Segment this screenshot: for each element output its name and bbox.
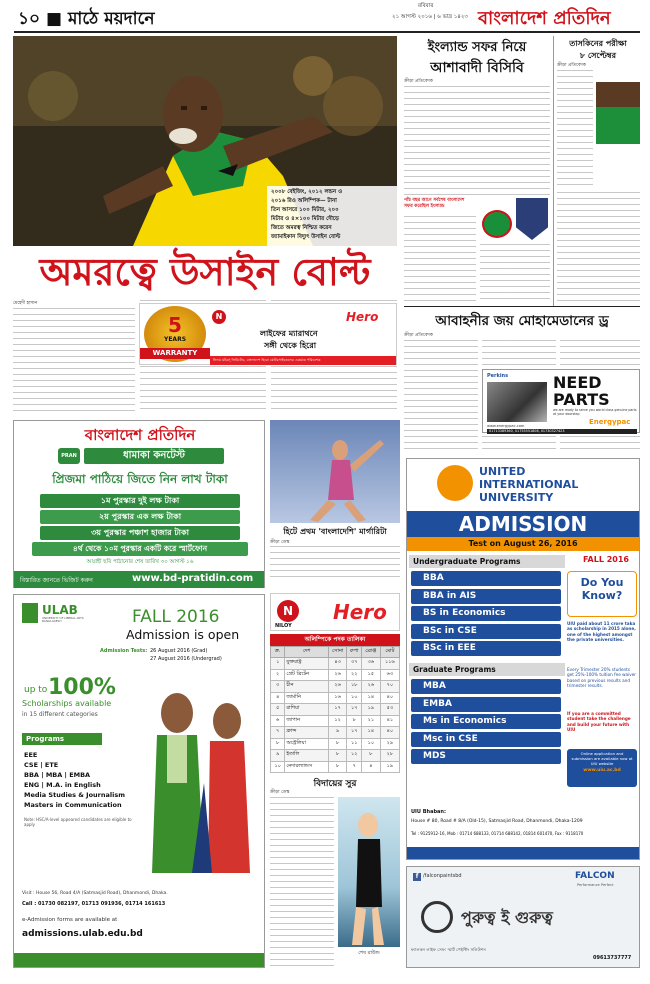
prize-3: ৩য় পুরস্কার পঞ্চাশ হাজার টাকা	[40, 526, 240, 540]
table-cell: ২	[271, 669, 285, 681]
warranty-years: YEARS	[163, 336, 187, 343]
table-cell: ৭	[271, 727, 285, 739]
uiu-ad[interactable]	[406, 458, 640, 860]
margarita-headline[interactable]: হিটে প্রথম 'বাংলাদেশি' মার্গারিটা	[283, 526, 387, 536]
niloy-logo: N	[212, 310, 226, 324]
uiu-program-item: BBA	[411, 571, 561, 586]
hero-ad[interactable]	[139, 303, 397, 365]
table-cell: ১৪	[362, 692, 381, 704]
table-cell: ১৭	[347, 704, 362, 716]
table-row	[271, 715, 400, 727]
table-cell: ৬	[271, 715, 285, 727]
uiu-name-3: UNIVERSITY	[479, 491, 554, 504]
facebook-icon: f	[413, 873, 421, 881]
margarita-byline: ক্রীড়া ডেস্ক	[270, 540, 290, 545]
hero-brand: Hero	[346, 310, 379, 324]
table-row	[271, 658, 400, 670]
ulab-name: ULAB	[42, 603, 78, 617]
table-row	[271, 761, 400, 773]
uiu-know-2: Know?	[581, 589, 623, 602]
uiu-address: House # 80, Road # 8/A (Old-15), Satmasjid Road, Dhanmondi, Dhaka-1209	[411, 819, 583, 824]
table-cell: ৮	[328, 738, 346, 750]
table-cell: ৭০	[380, 681, 399, 693]
hero-strip-brand: Hero	[333, 600, 387, 624]
table-cell: ৬৩	[380, 669, 399, 681]
taskin-headline-2[interactable]: ৮ সেপ্টেম্বর	[579, 50, 617, 60]
ulab-programs-label: Programs	[22, 733, 102, 745]
hero-strip-ad[interactable]	[270, 593, 400, 631]
ulab-test-label: Admission Tests:	[100, 648, 148, 654]
ulab-test-2: 27 August 2016 (Undergrad)	[150, 656, 222, 662]
abahani-article-2	[482, 340, 556, 366]
perkins-logo: Perkins	[487, 373, 509, 379]
table-cell: ১৫	[362, 669, 381, 681]
bolt-article-col-1	[13, 308, 135, 414]
table-cell: ৪০	[380, 727, 399, 739]
farewell-byline: ক্রীড়া ডেস্ক	[270, 790, 290, 795]
taskin-article-1	[557, 70, 593, 190]
medal-table	[270, 646, 400, 773]
magnifier-icon	[421, 901, 453, 933]
ulab-program: Media Studies & Journalism	[24, 791, 126, 799]
ulab-admission: Admission is open	[126, 627, 240, 642]
hero-tagline-1: লাইফের ম্যারাথনে	[260, 329, 318, 338]
ulab-program: BBA | MBA | EMBA	[24, 771, 91, 779]
uiu-fact-2: Every Trimester 20% students get 25%-100% tuition fee waiver based on previous results and trimester results.	[567, 667, 637, 688]
ulab-footer-bar	[14, 953, 264, 967]
energypac-brand: Energypac	[589, 418, 631, 426]
col-rank: ক্র.	[271, 647, 285, 658]
ulab-program: ENG | M.A. in English	[24, 781, 101, 789]
hero-tagline-2: সঙ্গী থেকে হিরো	[264, 341, 317, 350]
energypac-phone: 01713389360, 01755551808, 01730327423	[487, 429, 637, 434]
table-cell: ৯	[328, 727, 346, 739]
pran-logo: PRAN	[58, 448, 80, 464]
section-rule	[404, 306, 640, 307]
england-article	[404, 86, 550, 196]
table-cell: ১৭	[347, 727, 362, 739]
table-cell: ১১৬	[380, 658, 399, 670]
falcon-ad[interactable]	[406, 866, 640, 968]
abahani-article-1	[404, 340, 478, 454]
bcb-logo	[482, 210, 512, 238]
falcon-phone: 09613737777	[593, 955, 632, 961]
uiu-fact-3: If you are a committed student take the challenge and build your future with UIU	[567, 711, 631, 732]
bolt-caption-line: তিন আসরে ১০০ মিটার, ২০০	[271, 207, 339, 213]
table-cell: চীন	[285, 681, 329, 693]
bolt-caption	[267, 186, 397, 246]
masthead	[0, 0, 650, 34]
contest-visit-label: বিস্তারিত জানতে ভিজিট করুন	[20, 577, 93, 584]
table-row	[271, 750, 400, 762]
bolt-caption-line: জ্যামাইকান বিদ্যুৎ উসাইন বোল্ট	[271, 234, 341, 240]
uiu-program-item: EMBA	[411, 697, 561, 712]
contest-subtitle: প্রিজমা পাঠিয়ে জিতে নিন লাখ টাকা	[52, 472, 228, 486]
bolt-caption-line: জিতে অমরত্ব নিশ্চিত করেন	[271, 225, 332, 231]
uiu-logo	[437, 465, 473, 501]
table-cell: ৫৩	[380, 704, 399, 716]
uiu-online: Online application and submission are available now at UIU website	[571, 751, 633, 766]
table-cell: ২৬	[328, 681, 346, 693]
bolt-caption-line: ২০১৬ রিও অলিম্পিক— টানা	[271, 198, 337, 204]
page-section-title: ১০ ■ মাঠে ময়দানে	[18, 9, 155, 29]
uiu-ug-list	[411, 571, 561, 659]
uiu-fact-1: UIU paid about 11 crore taka as scholarship in 2015 alone, one of the highest amongst the private universities.	[567, 621, 636, 642]
falcon-logo: FALCON	[575, 871, 615, 881]
farewell-photo-caption: শেষ রাউন্ড	[358, 950, 380, 956]
table-cell: নেদারল্যান্ডস	[285, 761, 329, 773]
table-cell: ১২	[328, 715, 346, 727]
energypac-headline-1: NEED	[553, 373, 602, 392]
contest-url[interactable]: www.bd-pratidin.com	[132, 573, 254, 584]
contest-ad[interactable]	[13, 420, 265, 588]
table-row	[271, 692, 400, 704]
table-cell: ১৮	[347, 681, 362, 693]
table-cell: ২৯	[380, 738, 399, 750]
bolt-caption-line: মিটার ও ৪×১০০ মিটার দৌড়ে	[271, 216, 339, 222]
uiu-address-label: UIU Bhaban:	[411, 809, 446, 815]
table-cell: ১১	[347, 738, 362, 750]
col-total: মোট	[380, 647, 399, 658]
medal-table-title: অলিম্পিকে পদক তালিকা	[270, 634, 400, 646]
table-cell: জার্মানি	[285, 692, 329, 704]
table-row	[271, 704, 400, 716]
ulab-program: EEE	[24, 751, 38, 759]
taskin-article-2	[557, 192, 640, 302]
ulab-upto: up to	[24, 685, 48, 695]
table-cell: ১০	[362, 738, 381, 750]
uiu-program-item: BS in Economics	[411, 606, 561, 621]
ulab-full-name: UNIVERSITY OF LIBERAL ARTS BANGLADESH	[42, 616, 84, 624]
table-cell: ১২	[347, 750, 362, 762]
uiu-name-2: INTERNATIONAL	[479, 478, 579, 491]
table-cell: ৪	[362, 761, 381, 773]
uiu-program-item: MDS	[411, 749, 561, 764]
masthead-date: ২১ আগস্ট ২০১৬ | ৬ ভাদ্র ১৪২৩	[392, 14, 469, 20]
table-cell: ৪	[271, 692, 285, 704]
uiu-name-1: UNITED	[479, 465, 526, 478]
energypac-web[interactable]: www.energypac.com	[487, 424, 525, 428]
uiu-ug-label: Undergraduate Programs	[409, 555, 565, 568]
contest-deadline: আগ্রহী ছবি পাঠানোর শেষ তারিখ ৩০ আগস্ট ১৬	[86, 559, 194, 565]
col-gold: সোনা	[328, 647, 346, 658]
uiu-fall: FALL 2016	[583, 555, 629, 564]
ulab-note: Note: HSC/A-level appeared candidates are eligible to apply	[24, 817, 132, 827]
ulab-program: CSE | ETE	[24, 761, 59, 769]
table-row	[271, 727, 400, 739]
table-row	[271, 681, 400, 693]
table-cell: ইতালি	[285, 750, 329, 762]
ulab-students-photo	[132, 673, 262, 883]
table-cell: জাপান	[285, 715, 329, 727]
hero-footer: নিলয় মটরস্ লিমিটেড, বাংলাদেশ হিরো মোটরসাইকেলের একমাত্র পরিবেশক	[210, 356, 396, 365]
falcon-facebook[interactable]: /falconpaintsbd	[423, 873, 462, 879]
table-cell: ৩	[271, 681, 285, 693]
table-cell: ২১	[362, 715, 381, 727]
table-cell: ৪১	[380, 715, 399, 727]
table-cell: ২৬	[362, 681, 381, 693]
taskin-photo	[596, 82, 640, 144]
table-cell: ১৪	[362, 727, 381, 739]
ulab-visit: Visit : House 56, Road 4/A (Satmasjid Road), Dhanmondi, Dhaka.	[22, 891, 168, 896]
table-cell: ৮	[347, 715, 362, 727]
masthead-rule	[14, 31, 640, 33]
table-cell: ১৯	[362, 704, 381, 716]
taskin-headline-1[interactable]: তাসকিনের পরীক্ষা	[569, 38, 627, 48]
ecb-logo	[516, 198, 548, 240]
table-cell: ৮	[328, 761, 346, 773]
uiu-program-item: BBA in AIS	[411, 589, 561, 604]
paper-logo[interactable]: বাংলাদেশ প্রতিদিন	[478, 8, 611, 29]
niloy-badge: N	[277, 600, 299, 622]
ulab-fall: FALL 2016	[132, 607, 220, 627]
margarita-article	[270, 546, 400, 582]
england-byline: ক্রীড়া প্রতিবেদক	[404, 79, 433, 84]
niloy-label: NILOY	[275, 623, 292, 629]
table-cell: ফ্রান্স	[285, 727, 329, 739]
uiu-program-item: Ms in Economics	[411, 714, 561, 729]
table-cell: গ্রেট ব্রিটেন	[285, 669, 329, 681]
england-headline-2[interactable]: আশাবাদী বিসিবি	[430, 60, 524, 76]
ulab-email-label: e-Admission forms are available at	[22, 917, 118, 923]
prize-4: ৪র্থ থেকে ১০ম পুরস্কার একটি করে স্মার্টফোন	[32, 542, 248, 556]
table-cell: ১০	[347, 692, 362, 704]
england-article-2	[404, 216, 476, 302]
uiu-test: Test on August 26, 2016	[407, 537, 639, 551]
table-cell: ৩৭	[347, 658, 362, 670]
farewell-photo	[338, 797, 400, 947]
table-cell: ২৮	[380, 750, 399, 762]
farewell-article-1	[270, 797, 334, 967]
table-cell: ৮	[362, 750, 381, 762]
uiu-g-list	[411, 679, 561, 767]
england-pullquote: পাঁচ বছর আগে সর্বশেষ বাংলাদেশ সফর করেছিল ইংল্যান্ড	[404, 198, 465, 209]
contest-paper-logo: বাংলাদেশ প্রতিদিন	[84, 426, 196, 444]
contest-visit-bar	[14, 571, 264, 588]
ulab-ad[interactable]	[13, 594, 265, 968]
uiu-web[interactable]: www.uiu.ac.bd	[583, 768, 621, 774]
ulab-call: Call : 01730 082197, 01713 091936, 01714 161613	[22, 901, 166, 907]
farewell-headline[interactable]: বিদায়ের সুর	[313, 779, 357, 789]
table-row	[271, 669, 400, 681]
parts-photo	[487, 382, 547, 422]
ulab-email-url[interactable]: admissions.ulab.edu.bd	[22, 929, 143, 939]
table-cell: ৪৩	[328, 658, 346, 670]
ulab-test-1: 26 August 2016 (Grad)	[150, 648, 208, 654]
bolt-headline[interactable]: অমরত্বে উসাইন বোল্ট	[39, 249, 371, 294]
table-cell: ৪০	[380, 692, 399, 704]
uiu-program-item: BSc in EEE	[411, 641, 561, 656]
table-cell: ৮	[328, 750, 346, 762]
col-silver: রুপা	[347, 647, 362, 658]
uiu-online-box	[567, 749, 637, 787]
contest-title: ধামাকা কনটেস্ট	[84, 448, 224, 464]
abahani-article-4	[482, 436, 556, 454]
bolt-caption-line: ২০০৮ বেইজিং, ২০১২ লন্ডন ও	[271, 189, 343, 195]
table-cell: ১৭	[328, 704, 346, 716]
falcon-footer: ফ্যালকন লাইফ সেফ: স্মার্ট পেইন্টিং সলিউশন	[411, 947, 486, 952]
table-cell: ৩৬	[362, 658, 381, 670]
col-divider	[553, 36, 554, 306]
gymnast-photo	[270, 420, 400, 523]
table-cell: ২৬	[328, 669, 346, 681]
col-bronze: ব্রোঞ্জ	[362, 647, 381, 658]
ulab-scholar: Scholarships available	[22, 699, 112, 708]
ulab-logo	[22, 603, 38, 623]
uiu-g-label: Graduate Programs	[409, 663, 565, 676]
masthead-day: রবিবার	[418, 3, 434, 9]
energypac-ad[interactable]	[482, 369, 640, 433]
table-cell: রাশিয়া	[285, 704, 329, 716]
ulab-percent: 100%	[48, 675, 116, 700]
energypac-headline-2: PARTS	[553, 390, 610, 409]
england-article-3	[480, 244, 550, 302]
uiu-admission: ADMISSION	[407, 511, 639, 537]
uiu-footer-bar	[407, 847, 639, 859]
falcon-sub: Performance Perfect	[577, 883, 614, 887]
england-headline-1[interactable]: ইংল্যান্ড সফর নিয়ে	[427, 40, 527, 55]
uiu-program-item: Msc in CSE	[411, 732, 561, 747]
warranty-banner: WARRANTY	[140, 348, 210, 359]
energypac-sub: we are ready to serve you world class genuine parts at your doorstep	[553, 408, 637, 416]
uiu-program-item: MBA	[411, 679, 561, 694]
falcon-slogan: পুরুত্ব ই গুরুত্ব	[461, 908, 553, 927]
ulab-program: Masters in Communication	[24, 801, 122, 809]
abahani-byline: ক্রীড়া প্রতিবেদক	[404, 333, 433, 338]
table-cell: ৭	[347, 761, 362, 773]
table-cell: ৮	[271, 738, 285, 750]
table-cell: ১	[271, 658, 285, 670]
table-cell: ৫	[271, 704, 285, 716]
uiu-know-box	[567, 571, 637, 617]
prize-1: ১ম পুরস্কার দুই লক্ষ টাকা	[40, 494, 240, 508]
uiu-know-1: Do You	[580, 576, 624, 589]
medal-table-header	[271, 647, 400, 658]
col-country: দেশ	[285, 647, 329, 658]
table-cell: অস্ট্রেলিয়া	[285, 738, 329, 750]
table-cell: ১৬	[328, 692, 346, 704]
prize-2: ২য় পুরস্কার এক লক্ষ টাকা	[40, 510, 240, 524]
table-cell: ৯	[271, 750, 285, 762]
uiu-phones: Tel : 9125912-16, Mob : 01714 688133, 01714 688142, 01814 601470, Fax : 9118170	[411, 831, 584, 836]
table-cell: যুক্তরাষ্ট্র	[285, 658, 329, 670]
ulab-categories: in 15 different categories	[22, 711, 98, 718]
uiu-program-item: BSc in CSE	[411, 624, 561, 639]
table-cell: ১০	[271, 761, 285, 773]
table-cell: ১৯	[380, 761, 399, 773]
taskin-byline: ক্রীড়া প্রতিবেদক	[557, 63, 586, 68]
warranty-number: 5	[168, 313, 182, 337]
table-cell: ২২	[347, 669, 362, 681]
abahani-headline[interactable]: আবাহনীর জয় মোহামেডানের ড্র	[435, 313, 609, 329]
bolt-byline: মেহেদী হাসান	[13, 301, 38, 306]
table-row	[271, 738, 400, 750]
